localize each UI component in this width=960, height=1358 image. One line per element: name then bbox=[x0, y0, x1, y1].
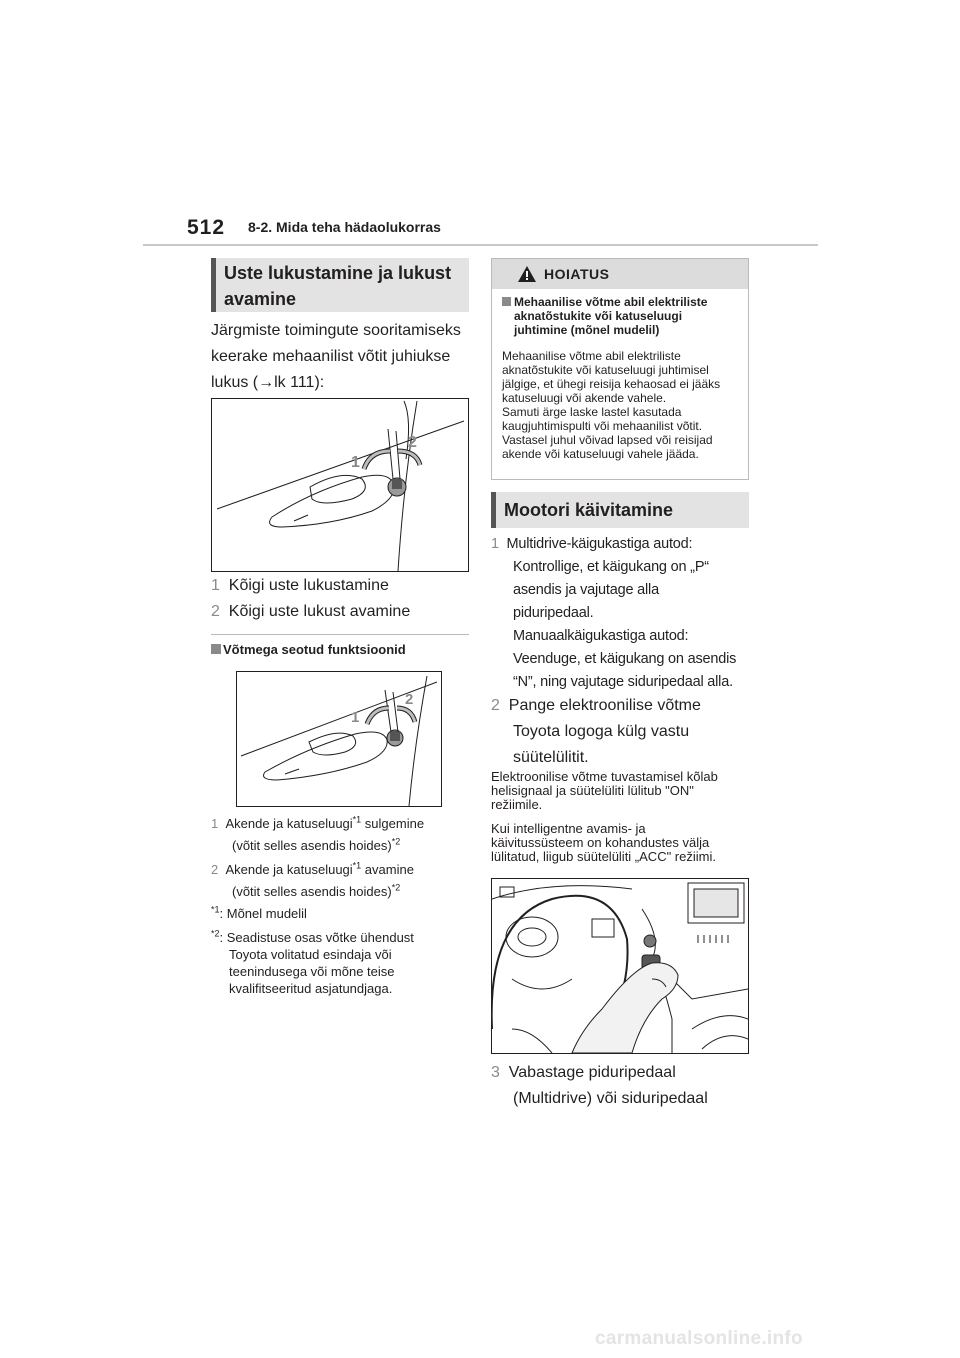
note-2: Kui intelligentne avamis- ja käivitussüsteem on kohandustes välja lülitatud, liigub süütelüliti „ACC" režiimi. bbox=[491, 821, 716, 864]
page-number: 512 bbox=[187, 216, 226, 239]
door-handle-figure-2 bbox=[236, 671, 442, 807]
legend-item-cont: (võtit selles asendis hoides)$^{*2}$ bbox=[232, 836, 401, 853]
heading-text: Mootori käivitamine bbox=[504, 500, 674, 520]
step-1: 1 Multidrive-käigukastiga autod: Kontrollige, et käigukang on „P“ asendis ja vajutage alla piduripedaal. Manuaalkäigukastiga autod: Veenduge, et käigukang on asendis “N”, ning vajutage siduripedaal alla. bbox=[491, 536, 737, 690]
footnote-line: kvalifitseeritud asjatundjaga. bbox=[229, 981, 393, 996]
step-3: 3 Vabastage piduripedaal (Multidrive) või siduripedaal bbox=[491, 1064, 708, 1107]
step-2: 2 Pange elektroonilise võtme Toyota logoga külg vastu süütelülitit. bbox=[491, 697, 701, 766]
legend-item-cont: (võtit selles asendis hoides)$^{*2}$ bbox=[232, 882, 401, 899]
intro-text bbox=[211, 318, 471, 396]
divider bbox=[211, 634, 469, 635]
rotation-label-1: 1 bbox=[351, 709, 360, 726]
intro-line: Järgmiste toimingute sooritamiseks bbox=[211, 322, 461, 339]
footnote-1: $^{*1}$: Mõnel mudelil bbox=[211, 904, 307, 921]
heading-line-2: avamine bbox=[224, 289, 297, 309]
legend-item: 1 Kõigi uste lukustamine bbox=[211, 577, 389, 594]
ignition-figure bbox=[491, 878, 749, 1054]
warning-text: Mehaanilise võtme abil elektriliste aknatõstukite või katuseluugi juhtimisel jälgige, et ühegi reisija kehaosad ei jääks katuseluugi või akende vahele. Samuti ärge laske lastel kasutada kaugjuhtimispulti või mehaanilist võtit. Vastasel juhul võivad lapsed või reisijad akende või katuseluugi vahele jääda. bbox=[502, 349, 721, 461]
section-heading-engine-start bbox=[491, 492, 749, 528]
warning-subheading: Mehaanilise võtme abil elektriliste aknatõstukite või katuseluugi juhtimine (mõnel mudelil) bbox=[502, 295, 740, 337]
section-heading-locks bbox=[211, 258, 469, 312]
section-title: 8-2. Mida teha hädaolukorras bbox=[248, 219, 441, 235]
footnotes bbox=[211, 905, 473, 997]
square-bullet-icon bbox=[211, 644, 221, 654]
figure-1-legend bbox=[211, 573, 471, 625]
legend-item: 2 Kõigi uste lukust avamine bbox=[211, 603, 411, 620]
header-divider bbox=[143, 244, 818, 246]
heading-line-1: Uste lukustamine ja lukust bbox=[224, 263, 452, 283]
intro-line: lukus (→lk 111): bbox=[211, 374, 325, 391]
steering-wheel-ignition-illustration bbox=[492, 879, 748, 1053]
legend-item: 2 Akende ja katuseluugi$^{*1}$ avamine bbox=[211, 860, 414, 877]
door-handle-illustration bbox=[237, 672, 441, 806]
warning-triangle-icon bbox=[517, 265, 537, 283]
rotation-label-2: 2 bbox=[408, 434, 417, 451]
square-bullet-icon bbox=[502, 297, 511, 306]
warning-header bbox=[492, 259, 748, 289]
warning-label: HOIATUS bbox=[544, 266, 610, 282]
note-1: Elektroonilise võtme tuvastamisel kõlab helisignaal ja süütelüliti lülitub "ON" režiimile. bbox=[491, 769, 718, 812]
rotation-label-2: 2 bbox=[405, 691, 414, 708]
watermark: carmanualsonline.info bbox=[595, 1328, 803, 1349]
footnote-2: $^{*2}$: Seadistuse osas võtke ühendust bbox=[211, 928, 414, 945]
footnote-line: Toyota volitatud esindaja või bbox=[229, 947, 392, 962]
sub-heading-key-functions: Võtmega seotud funktsioonid bbox=[211, 642, 406, 657]
legend-item: 1 Akende ja katuseluugi$^{*1}$ sulgemine bbox=[211, 814, 425, 831]
warning-box bbox=[491, 258, 749, 480]
door-handle-figure-1 bbox=[211, 398, 469, 572]
intro-line: keerake mehaanilist võtit juhiukse bbox=[211, 348, 451, 365]
footnote-line: teenindusega või mõne teise bbox=[229, 964, 395, 979]
figure-2-legend bbox=[211, 813, 473, 903]
door-handle-illustration bbox=[212, 399, 468, 571]
rotation-label-1: 1 bbox=[351, 454, 360, 471]
